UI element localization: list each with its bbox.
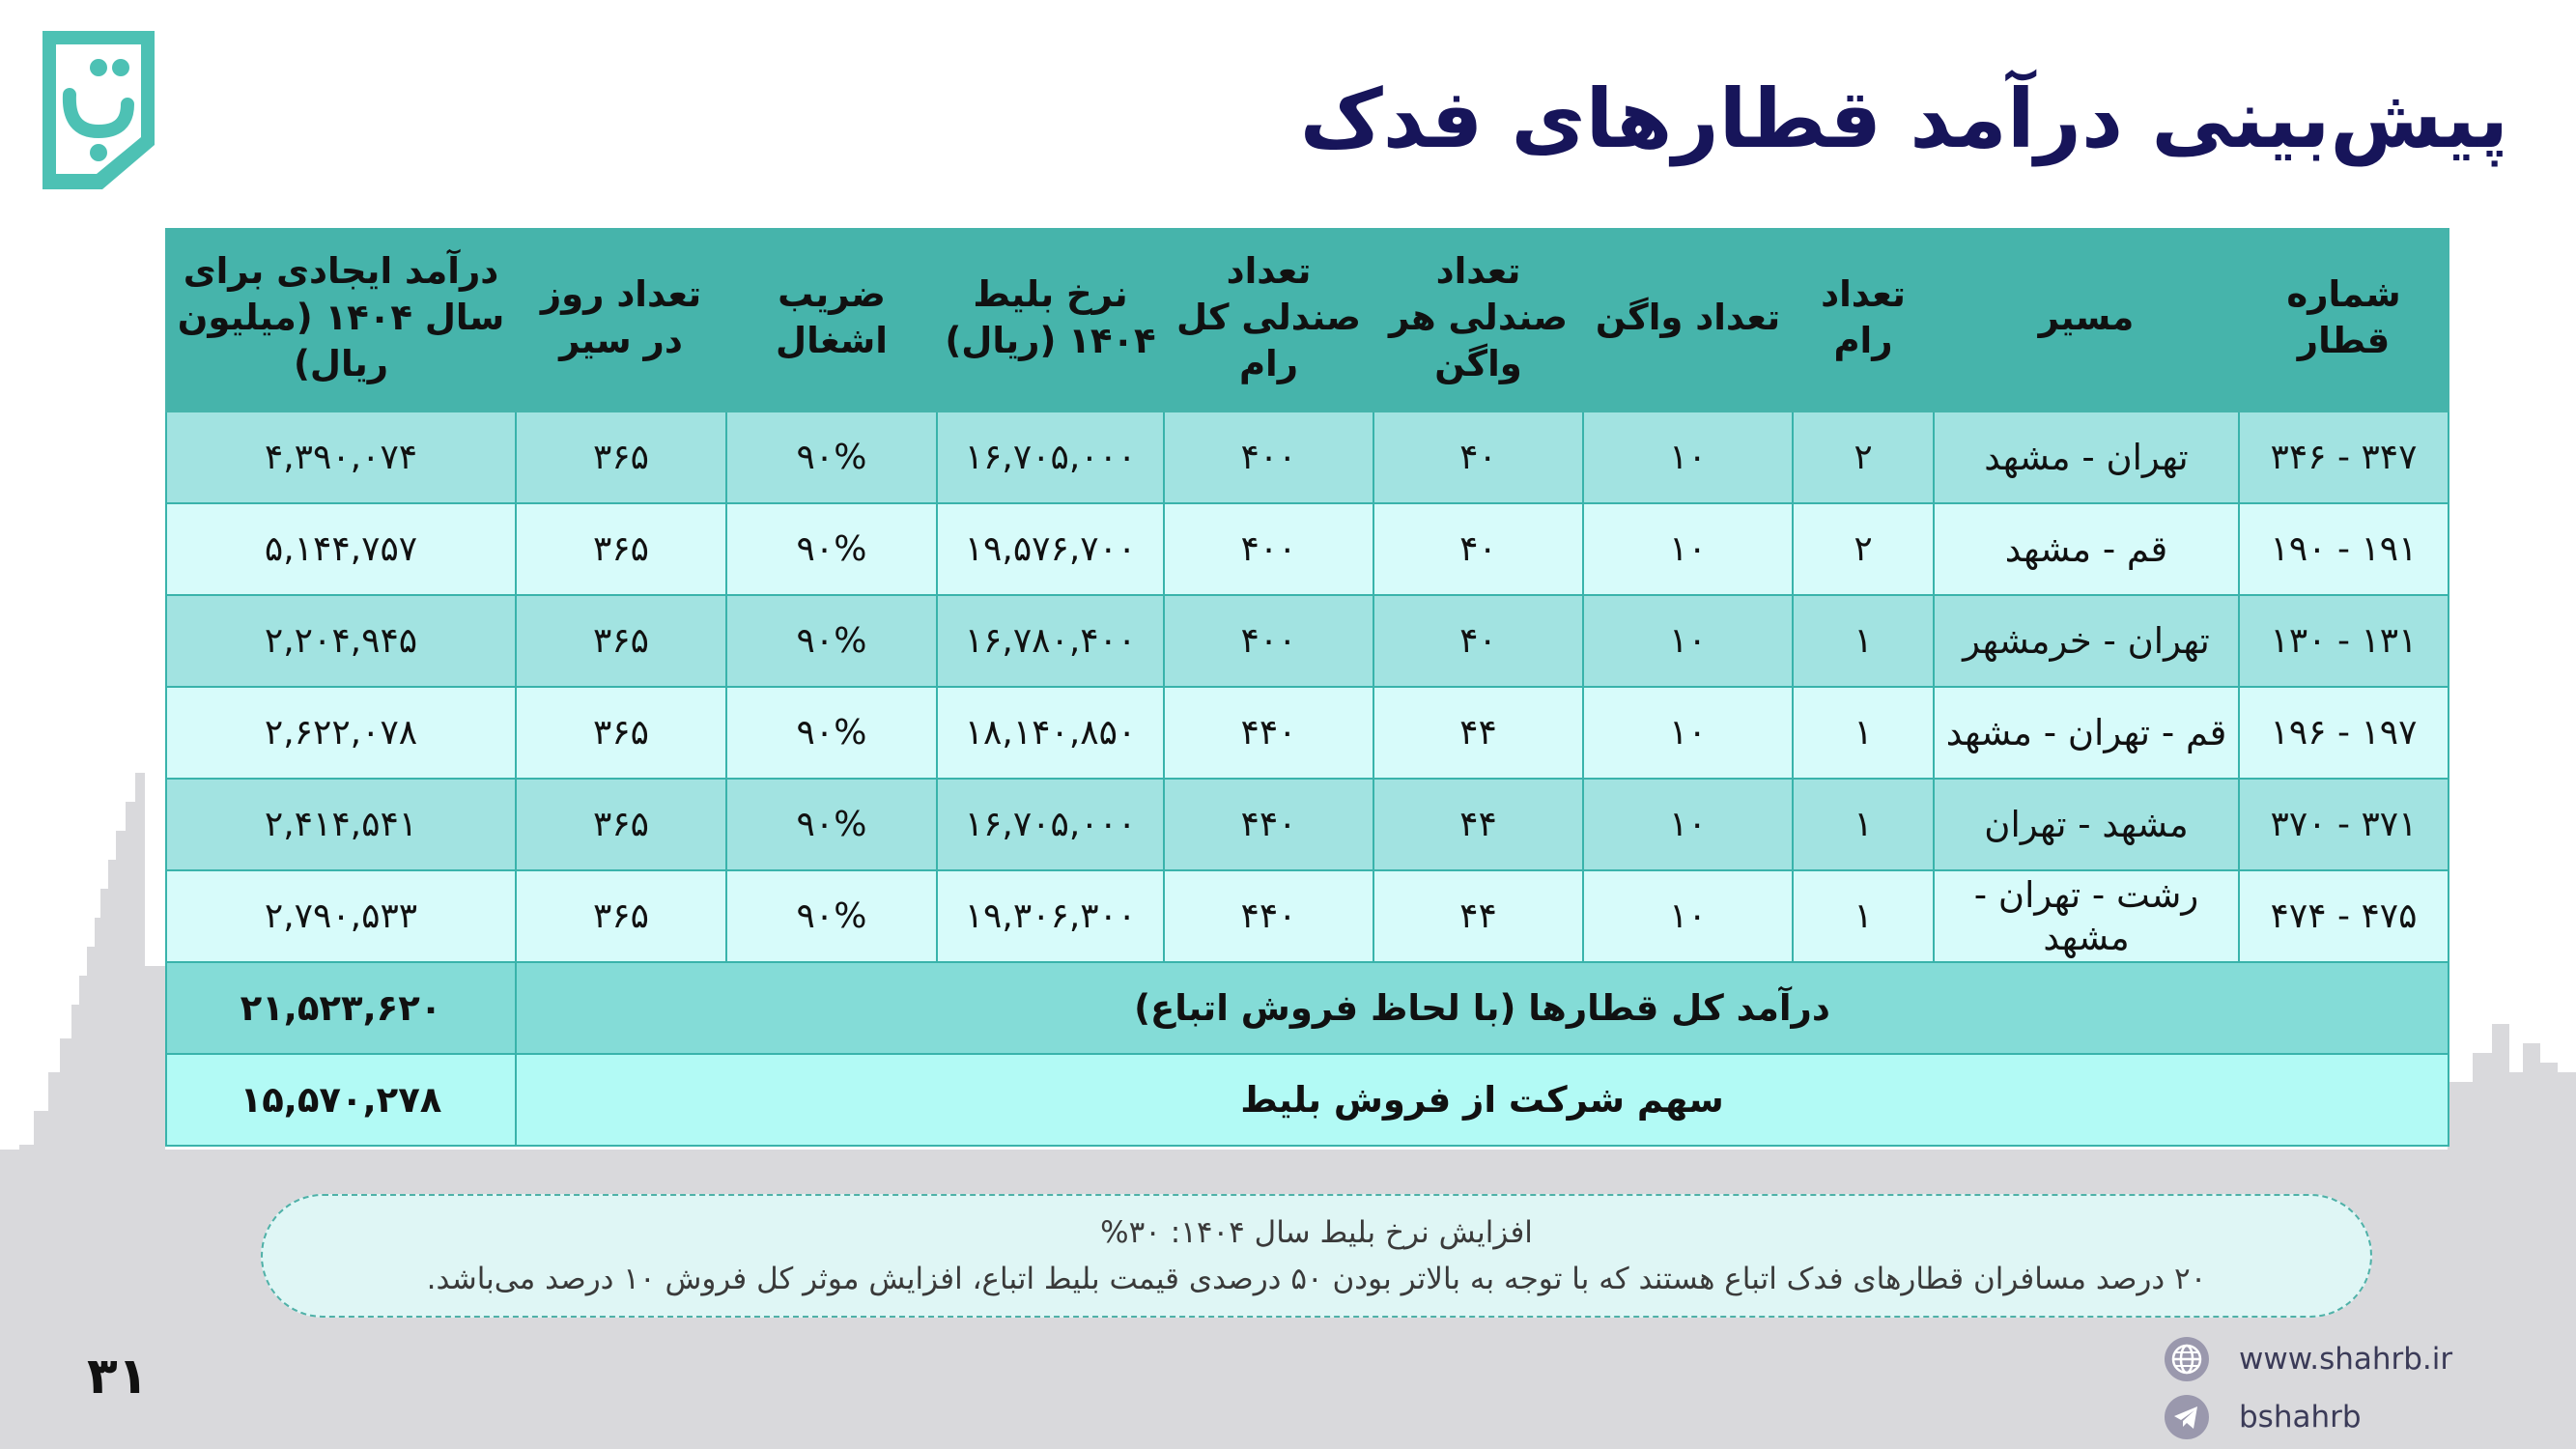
header-trainset-count: تعداد رام — [1793, 229, 1934, 410]
train-number-cell: ۳۴۷ - ۳۴۶ — [2239, 410, 2449, 504]
wagon-count-cell: ۱۰ — [1583, 503, 1793, 595]
table-row — [166, 503, 2449, 595]
trainset-count-cell: ۱ — [1793, 779, 1934, 870]
telegram-icon — [2164, 1394, 2210, 1440]
seats-per-trainset-cell: ۴۴۰ — [1164, 870, 1373, 962]
wagon-count-cell: ۱۰ — [1583, 595, 1793, 687]
telegram-handle[interactable]: bshahrb — [2239, 1400, 2362, 1435]
globe-icon — [2164, 1336, 2210, 1382]
operating-days-cell: ۳۶۵ — [516, 870, 726, 962]
seats-per-trainset-cell: ۴۰۰ — [1164, 595, 1373, 687]
occupancy-rate-cell: ۹۰% — [726, 870, 937, 962]
wagon-count-cell: ۱۰ — [1583, 410, 1793, 504]
revenue-cell: ۲,۶۲۲,۰۷۸ — [166, 687, 516, 779]
wagon-count-cell: ۱۰ — [1583, 870, 1793, 962]
revenue-cell: ۴,۳۹۰,۰۷۴ — [166, 410, 516, 504]
telegram-contact[interactable] — [2164, 1392, 2362, 1442]
seats-per-wagon-cell: ۴۰ — [1373, 503, 1583, 595]
wagon-count-cell: ۱۰ — [1583, 779, 1793, 870]
seats-per-wagon-cell: ۴۴ — [1373, 687, 1583, 779]
table-row — [166, 410, 2449, 504]
revenue-cell: ۲,۴۱۴,۵۴۱ — [166, 779, 516, 870]
ticket-price-cell: ۱۶,۷۰۵,۰۰۰ — [937, 410, 1164, 504]
seats-per-trainset-cell: ۴۴۰ — [1164, 687, 1373, 779]
logo-icon — [39, 27, 158, 191]
route-cell: مشهد - تهران — [1934, 779, 2239, 870]
company-share-label: سهم شرکت از فروش بلیط — [516, 1054, 2449, 1146]
train-number-cell: ۳۷۱ - ۳۷۰ — [2239, 779, 2449, 870]
table-row — [166, 595, 2449, 687]
note-line: افزایش نرخ بلیط سال ۱۴۰۴: ۳۰% — [1100, 1215, 1533, 1250]
website-contact[interactable] — [2164, 1334, 2452, 1384]
total-revenue-value: ۲۱,۵۲۳,۶۲۰ — [166, 962, 516, 1054]
header-seats-per-wagon: تعداد صندلی هر واگن — [1373, 229, 1583, 410]
seats-per-trainset-cell: ۴۰۰ — [1164, 410, 1373, 504]
trainset-count-cell: ۲ — [1793, 503, 1934, 595]
notes-box — [261, 1194, 2372, 1318]
ticket-price-cell: ۱۹,۵۷۶,۷۰۰ — [937, 503, 1164, 595]
note-line: ۲۰ درصد مسافران قطارهای فدک اتباع هستند که با توجه به بالاتر بودن ۵۰ درصدی قیمت بلیط اتباع، افزایش موثر کل فروش ۱۰ درصد می‌باشد. — [426, 1262, 2207, 1296]
trainset-count-cell: ۱ — [1793, 595, 1934, 687]
seats-per-trainset-cell: ۴۴۰ — [1164, 779, 1373, 870]
revenue-cell: ۵,۱۴۴,۷۵۷ — [166, 503, 516, 595]
route-cell: تهران - خرمشهر — [1934, 595, 2239, 687]
seats-per-wagon-cell: ۴۴ — [1373, 870, 1583, 962]
company-share-value: ۱۵,۵۷۰,۲۷۸ — [166, 1054, 516, 1146]
occupancy-rate-cell: ۹۰% — [726, 779, 937, 870]
route-cell: تهران - مشهد — [1934, 410, 2239, 504]
ticket-price-cell: ۱۶,۷۰۵,۰۰۰ — [937, 779, 1164, 870]
train-number-cell: ۱۹۱ - ۱۹۰ — [2239, 503, 2449, 595]
train-number-cell: ۱۳۱ - ۱۳۰ — [2239, 595, 2449, 687]
trainset-count-cell: ۱ — [1793, 870, 1934, 962]
seats-per-wagon-cell: ۴۴ — [1373, 779, 1583, 870]
route-cell: رشت - تهران - مشهد — [1934, 870, 2239, 962]
occupancy-rate-cell: ۹۰% — [726, 410, 937, 504]
train-number-cell: ۴۷۵ - ۴۷۴ — [2239, 870, 2449, 962]
trainset-count-cell: ۱ — [1793, 687, 1934, 779]
header-seats-per-trainset: تعداد صندلی کل رام — [1164, 229, 1373, 410]
header-wagon-count: تعداد واگن — [1583, 229, 1793, 410]
operating-days-cell: ۳۶۵ — [516, 779, 726, 870]
occupancy-rate-cell: ۹۰% — [726, 595, 937, 687]
header-revenue: درآمد ایجادی برای سال ۱۴۰۴ (میلیون ریال) — [166, 229, 516, 410]
total-revenue-label: درآمد کل قطارها (با لحاظ فروش اتباع) — [516, 962, 2449, 1054]
table-row — [166, 779, 2449, 870]
revenue-table — [165, 228, 2449, 1147]
ticket-price-cell: ۱۸,۱۴۰,۸۵۰ — [937, 687, 1164, 779]
trainset-count-cell: ۲ — [1793, 410, 1934, 504]
table-row — [166, 870, 2449, 962]
operating-days-cell: ۳۶۵ — [516, 687, 726, 779]
train-number-cell: ۱۹۷ - ۱۹۶ — [2239, 687, 2449, 779]
header-ticket-price: نرخ بلیط ۱۴۰۴ (ریال) — [937, 229, 1164, 410]
operating-days-cell: ۳۶۵ — [516, 503, 726, 595]
occupancy-rate-cell: ۹۰% — [726, 503, 937, 595]
occupancy-rate-cell: ۹۰% — [726, 687, 937, 779]
header-occupancy-rate: ضریب اشغال — [726, 229, 937, 410]
route-cell: قم - مشهد — [1934, 503, 2239, 595]
header-route: مسیر — [1934, 229, 2239, 410]
table-header-row — [166, 229, 2449, 410]
ticket-price-cell: ۱۶,۷۸۰,۴۰۰ — [937, 595, 1164, 687]
page-title: پیش‌بینی درآمد قطارهای فدک — [1299, 71, 2508, 166]
website-link[interactable]: www.shahrb.ir — [2239, 1342, 2453, 1377]
wagon-count-cell: ۱۰ — [1583, 687, 1793, 779]
seats-per-wagon-cell: ۴۰ — [1373, 595, 1583, 687]
seats-per-wagon-cell: ۴۰ — [1373, 410, 1583, 504]
table-row — [166, 687, 2449, 779]
operating-days-cell: ۳۶۵ — [516, 410, 726, 504]
page-number: ۳۱ — [87, 1348, 149, 1406]
header-operating-days: تعداد روز در سیر — [516, 229, 726, 410]
operating-days-cell: ۳۶۵ — [516, 595, 726, 687]
revenue-table-container — [165, 228, 2448, 1147]
ticket-price-cell: ۱۹,۳۰۶,۳۰۰ — [937, 870, 1164, 962]
route-cell: قم - تهران - مشهد — [1934, 687, 2239, 779]
total-revenue-row — [166, 962, 2449, 1054]
seats-per-trainset-cell: ۴۰۰ — [1164, 503, 1373, 595]
revenue-cell: ۲,۷۹۰,۵۳۳ — [166, 870, 516, 962]
company-share-row — [166, 1054, 2449, 1146]
header-train-number: شماره قطار — [2239, 229, 2449, 410]
revenue-cell: ۲,۲۰۴,۹۴۵ — [166, 595, 516, 687]
